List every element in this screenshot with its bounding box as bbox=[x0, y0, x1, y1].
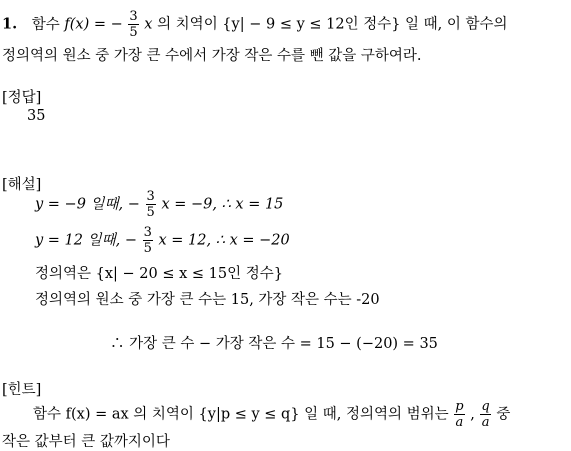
answer-value: 35 bbox=[27, 108, 46, 124]
solution-header: [해설] bbox=[2, 177, 42, 193]
solution-line-2-a: y = 12 일때, − bbox=[35, 232, 138, 249]
problem-number: 1. bbox=[2, 15, 18, 33]
problem-text-b: 의 치역이 {y| − 9 ≤ y ≤ 12인 정수} 일 때, 이 함수의 bbox=[157, 16, 508, 33]
hint-header: [힌트] bbox=[2, 382, 42, 398]
problem-line-1 bbox=[2, 10, 508, 39]
fraction-denominator: 5 bbox=[129, 25, 138, 40]
problem-line-2: 정의역의 원소 중 가장 큰 수에서 가장 작은 수를 뺀 값을 구하여라. bbox=[2, 48, 422, 64]
solution-fraction-2 bbox=[143, 226, 153, 255]
fraction-denominator: a bbox=[455, 415, 464, 430]
problem-variable: x bbox=[144, 16, 153, 33]
solution-fraction-1 bbox=[146, 190, 156, 219]
hint-fraction-p bbox=[454, 400, 464, 429]
fraction-numerator: p bbox=[455, 399, 464, 414]
solution-line-1-b: x = −9, ∴ x = 15 bbox=[161, 196, 284, 213]
solution-line-3: 정의역은 {x| − 20 ≤ x ≤ 15인 정수} bbox=[35, 266, 283, 282]
fraction-numerator: 3 bbox=[146, 189, 155, 204]
hint-line-1 bbox=[33, 400, 510, 429]
solution-line-2 bbox=[35, 226, 290, 255]
hint-text-a: 함수 f(x) = ax 의 치역이 {y|p ≤ y ≤ q} 일 때, 정의역의 범위는 bbox=[33, 406, 449, 423]
problem-fraction bbox=[128, 10, 138, 39]
solution-line-1-a: y = −9 일때, − bbox=[35, 196, 140, 213]
hint-fraction-q bbox=[480, 400, 490, 429]
solution-line-4: 정의역의 원소 중 가장 큰 수는 15, 가장 작은 수는 -20 bbox=[35, 292, 380, 308]
hint-comma: , bbox=[470, 406, 480, 423]
fraction-denominator: 5 bbox=[143, 241, 152, 256]
problem-text-a: 함수 bbox=[31, 16, 65, 33]
fraction-numerator: 3 bbox=[143, 225, 152, 240]
fraction-numerator: 3 bbox=[129, 9, 138, 24]
fraction-denominator: 5 bbox=[146, 205, 155, 220]
solution-line-1 bbox=[35, 190, 283, 219]
hint-line-2: 작은 값부터 큰 값까지이다 bbox=[2, 434, 170, 450]
problem-function: f(x) = − bbox=[64, 16, 123, 33]
answer-header: [정답] bbox=[2, 90, 42, 106]
hint-text-b: 중 bbox=[496, 406, 511, 423]
fraction-numerator: q bbox=[481, 399, 490, 414]
fraction-denominator: a bbox=[481, 415, 490, 430]
solution-line-2-b: x = 12, ∴ x = −20 bbox=[158, 232, 290, 249]
solution-line-5: ∴ 가장 큰 수 − 가장 작은 수 = 15 − (−20) = 35 bbox=[110, 336, 438, 352]
